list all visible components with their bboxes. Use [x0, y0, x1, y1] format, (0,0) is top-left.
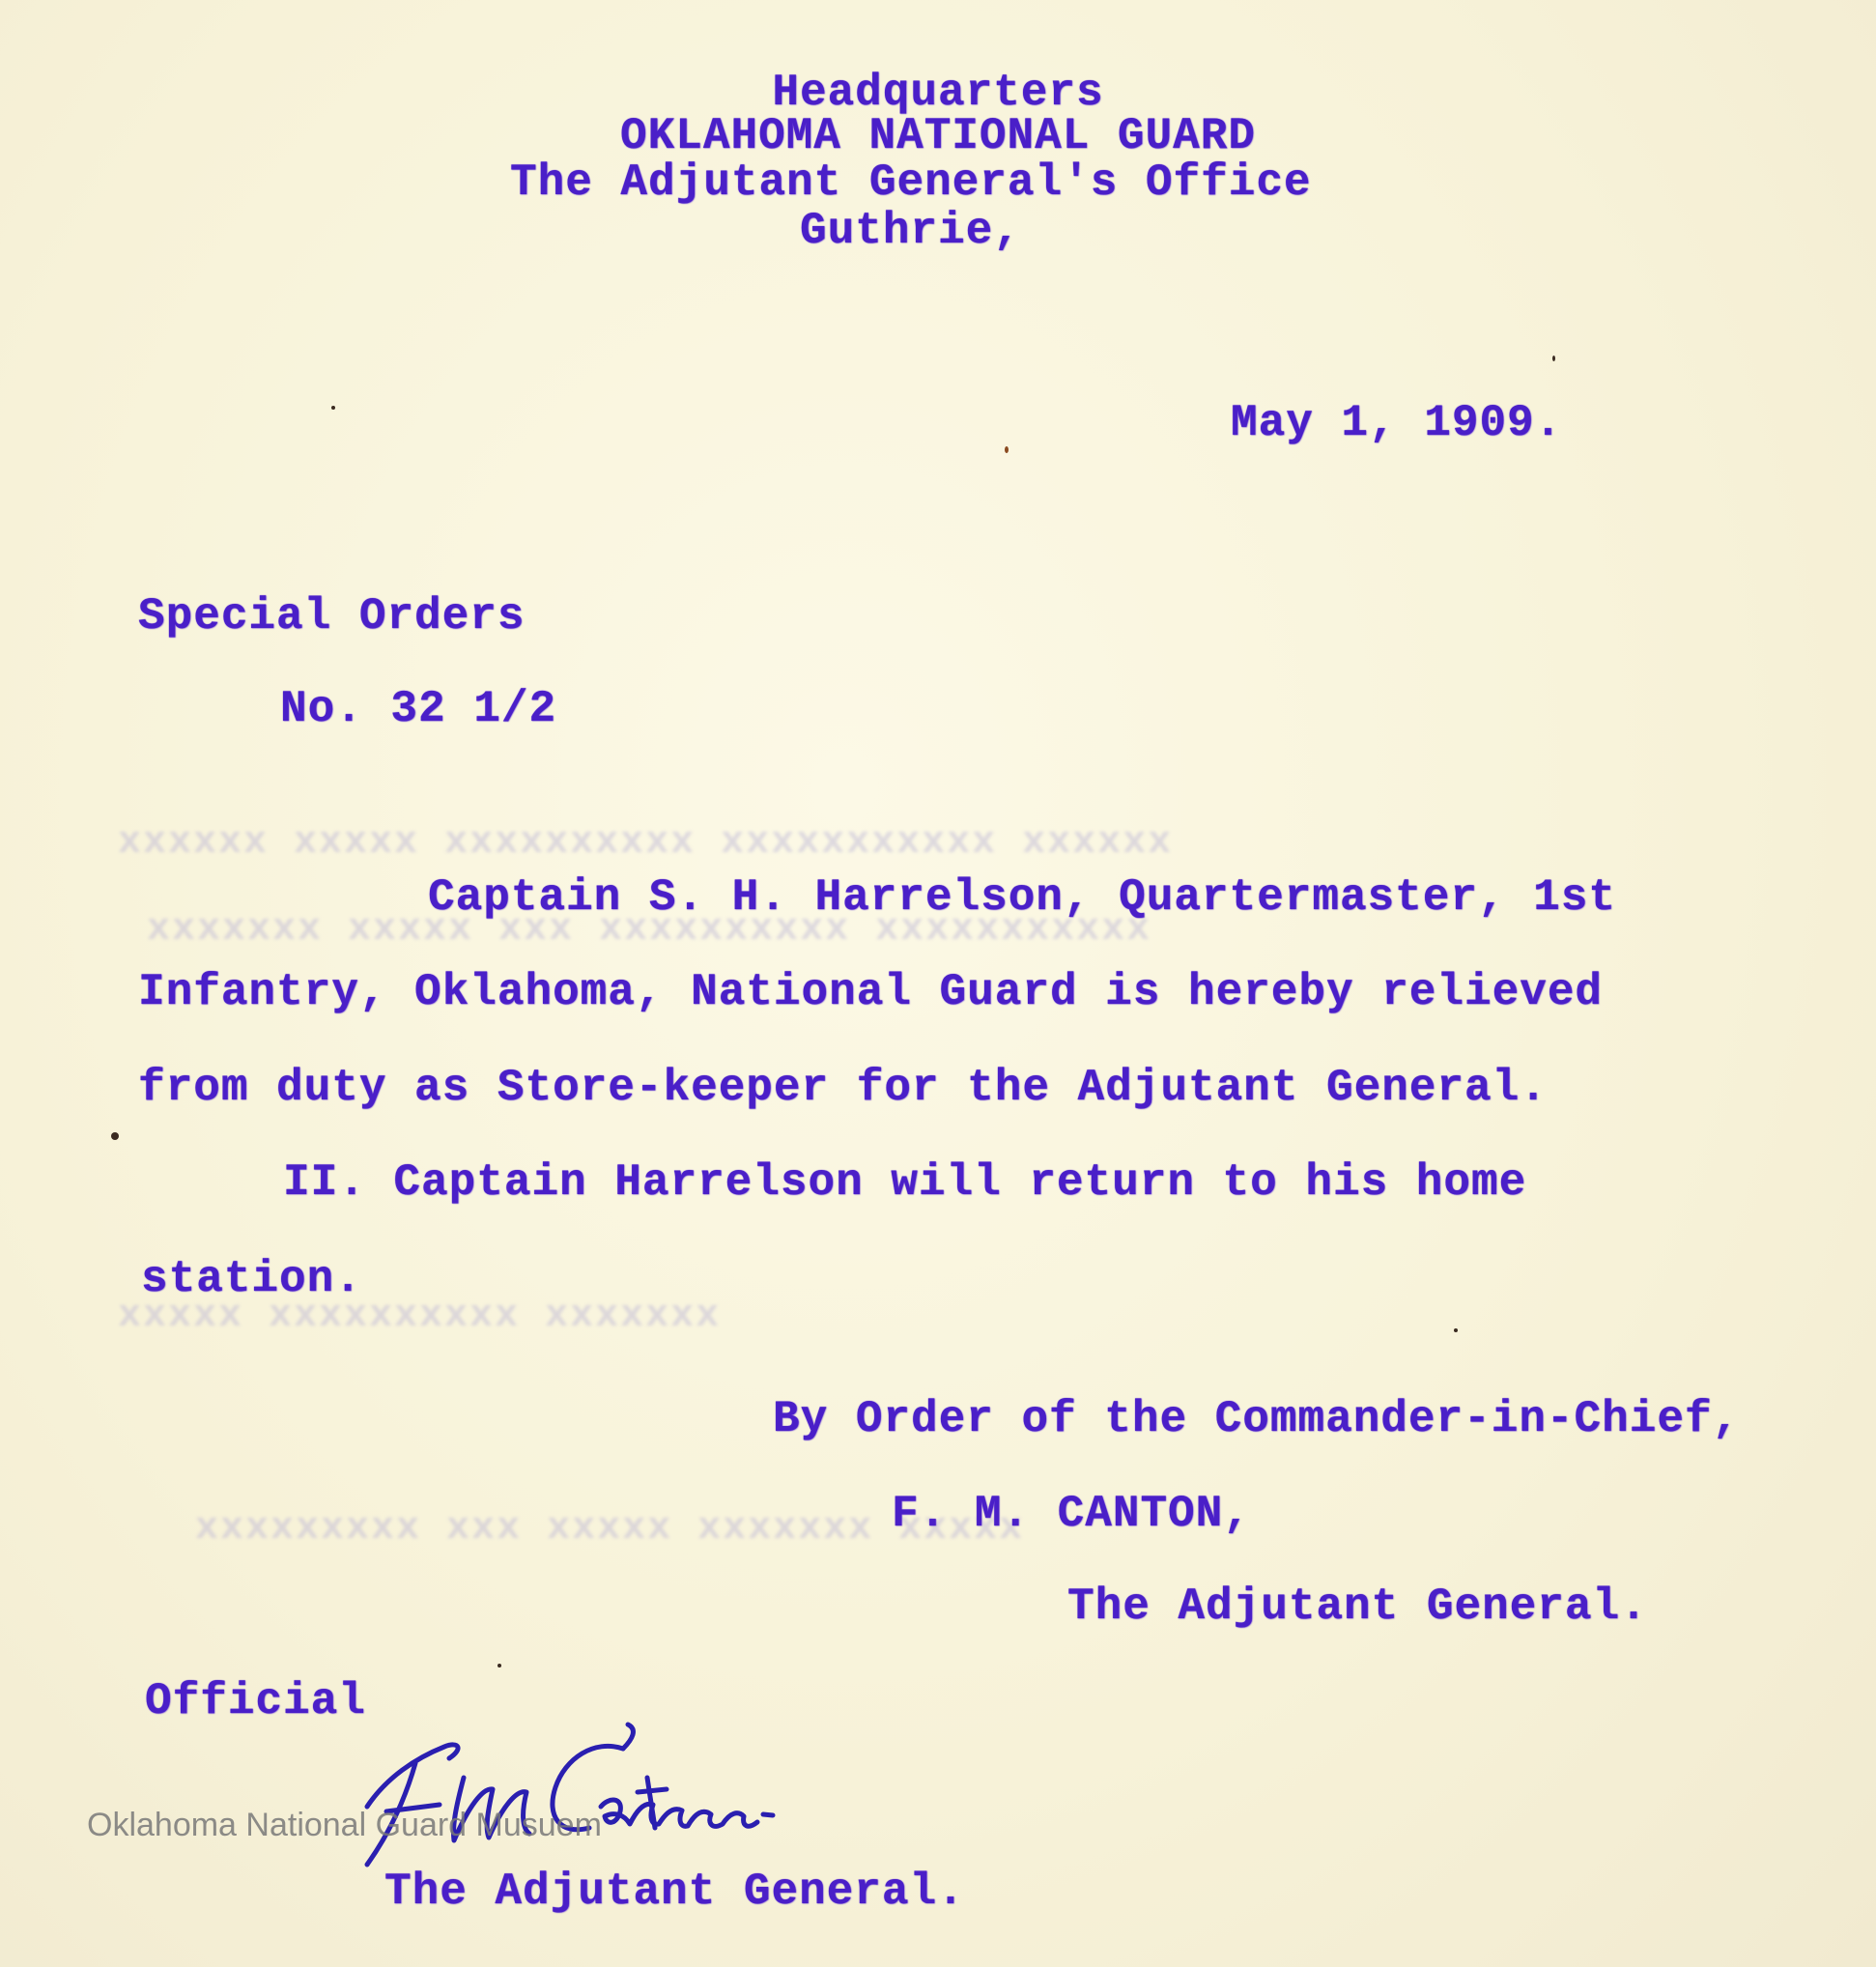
- official-label: Official: [145, 1676, 366, 1726]
- handwritten-signature: [348, 1720, 1024, 1884]
- paper-speck: [1552, 356, 1555, 361]
- letterhead-city: Guthrie,: [800, 206, 1021, 256]
- paper-speck: [497, 1664, 501, 1668]
- museum-watermark: Oklahoma National Guard Musuem: [87, 1807, 602, 1843]
- by-order-line: By Order of the Commander-in-Chief,: [773, 1394, 1741, 1444]
- body-paragraph-1-line-1: Captain S. H. Harrelson, Quartermaster, 1st: [428, 872, 1616, 923]
- bleed-through-text: xxxxx xxxxxxx xxxxx xxx xxxxxxxxx: [193, 1507, 1023, 1551]
- signer-title: The Adjutant General.: [1067, 1582, 1648, 1632]
- body-paragraph-2-line-1: II. Captain Harrelson will return to his home: [283, 1157, 1527, 1208]
- paper-speck: [331, 406, 335, 410]
- signer-title-bottom: The Adjutant General.: [384, 1867, 965, 1917]
- letterhead-headquarters: Headquarters: [772, 68, 1104, 118]
- letterhead-organization: OKLAHOMA NATIONAL GUARD: [620, 111, 1256, 161]
- body-paragraph-2-line-2: station.: [141, 1254, 362, 1304]
- paper-speck: [1005, 446, 1009, 453]
- bleed-through-text: xxxxxx xxxxxxxxxxx xxxxxxxxxx xxxxx xxxxxx: [116, 821, 1172, 865]
- letter-date: May 1, 1909.: [1231, 398, 1563, 448]
- body-paragraph-1-line-2: Infantry, Oklahoma, National Guard is hereby relieved: [138, 967, 1604, 1017]
- body-paragraph-1-line-3: from duty as Store-keeper for the Adjutant General.: [138, 1063, 1548, 1113]
- special-orders-title: Special Orders: [138, 591, 526, 641]
- bleed-through-text: xxxxxxx xxxxxxxxxx xxxxx: [116, 1295, 720, 1338]
- signer-name: F. M. CANTON,: [892, 1489, 1251, 1539]
- bleed-through-text: xxxxxxxxxxx xxxxxxxxxx xxx xxxxx xxxxxxx: [145, 908, 1151, 952]
- paper-speck: [1454, 1328, 1458, 1332]
- order-number: No. 32 1/2: [280, 684, 557, 734]
- paper-speck: [111, 1132, 119, 1140]
- letterhead-office: The Adjutant General's Office: [510, 157, 1312, 208]
